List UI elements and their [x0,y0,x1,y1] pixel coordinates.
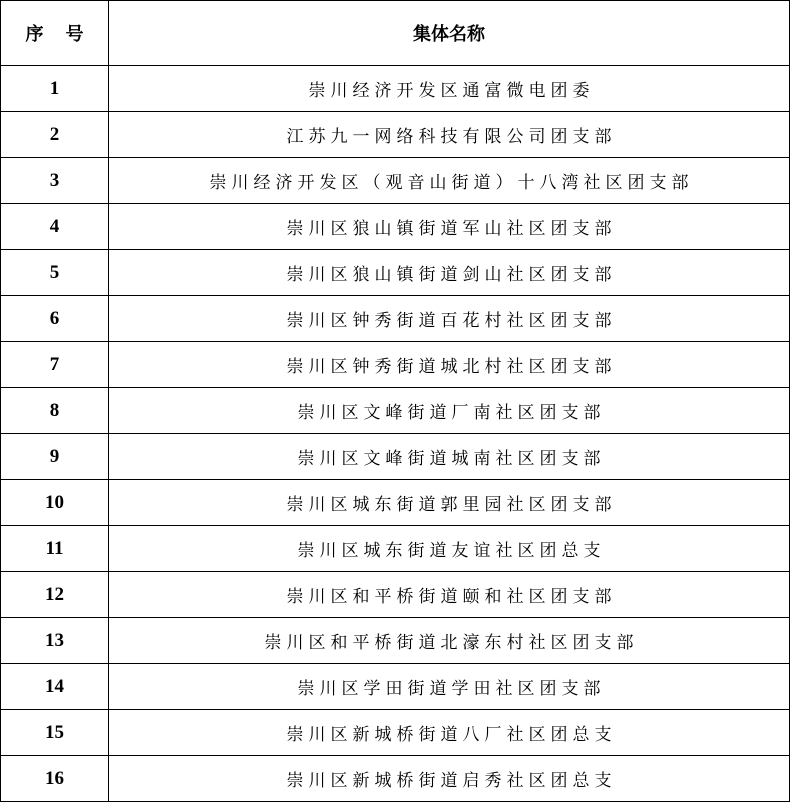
table-row [1,618,790,664]
row-number: 8 [1,388,109,434]
row-number: 7 [1,342,109,388]
table-row [1,756,790,802]
table-row [1,204,790,250]
row-number: 12 [1,572,109,618]
table-row [1,572,790,618]
collective-name: 崇川区文峰街道厂南社区团支部 [109,388,790,434]
table-row [1,526,790,572]
table-row [1,664,790,710]
collective-name: 崇川区钟秀街道城北村社区团支部 [109,342,790,388]
row-number: 2 [1,112,109,158]
row-number: 11 [1,526,109,572]
row-number: 5 [1,250,109,296]
collective-name: 崇川区和平桥街道颐和社区团支部 [109,572,790,618]
collective-name: 崇川区城东街道郭里园社区团支部 [109,480,790,526]
collective-name: 崇川区狼山镇街道剑山社区团支部 [109,250,790,296]
table-row [1,66,790,112]
table-row [1,250,790,296]
header-seq: 序号 [1,1,109,66]
table-row [1,342,790,388]
collective-name: 崇川区学田街道学田社区团支部 [109,664,790,710]
table-row [1,480,790,526]
collective-name: 崇川区文峰街道城南社区团支部 [109,434,790,480]
row-number: 10 [1,480,109,526]
row-number: 14 [1,664,109,710]
row-number: 1 [1,66,109,112]
row-number: 6 [1,296,109,342]
collective-name: 崇川区和平桥街道北濠东村社区团支部 [109,618,790,664]
row-number: 3 [1,158,109,204]
header-name: 集体名称 [109,1,790,66]
table-header-row [1,1,790,66]
collective-name: 崇川经济开发区通富微电团委 [109,66,790,112]
collective-name: 崇川区钟秀街道百花村社区团支部 [109,296,790,342]
table-row [1,710,790,756]
table-row [1,388,790,434]
collective-name: 崇川区新城桥街道启秀社区团总支 [109,756,790,802]
row-number: 15 [1,710,109,756]
table-row [1,434,790,480]
collective-name: 崇川区狼山镇街道军山社区团支部 [109,204,790,250]
table-row [1,296,790,342]
row-number: 16 [1,756,109,802]
row-number: 4 [1,204,109,250]
collective-name: 江苏九一网络科技有限公司团支部 [109,112,790,158]
row-number: 9 [1,434,109,480]
collective-name: 崇川区新城桥街道八厂社区团总支 [109,710,790,756]
table-row [1,158,790,204]
collective-name: 崇川区城东街道友谊社区团总支 [109,526,790,572]
collective-name: 崇川经济开发区（观音山街道）十八湾社区团支部 [109,158,790,204]
row-number: 13 [1,618,109,664]
table-row [1,112,790,158]
